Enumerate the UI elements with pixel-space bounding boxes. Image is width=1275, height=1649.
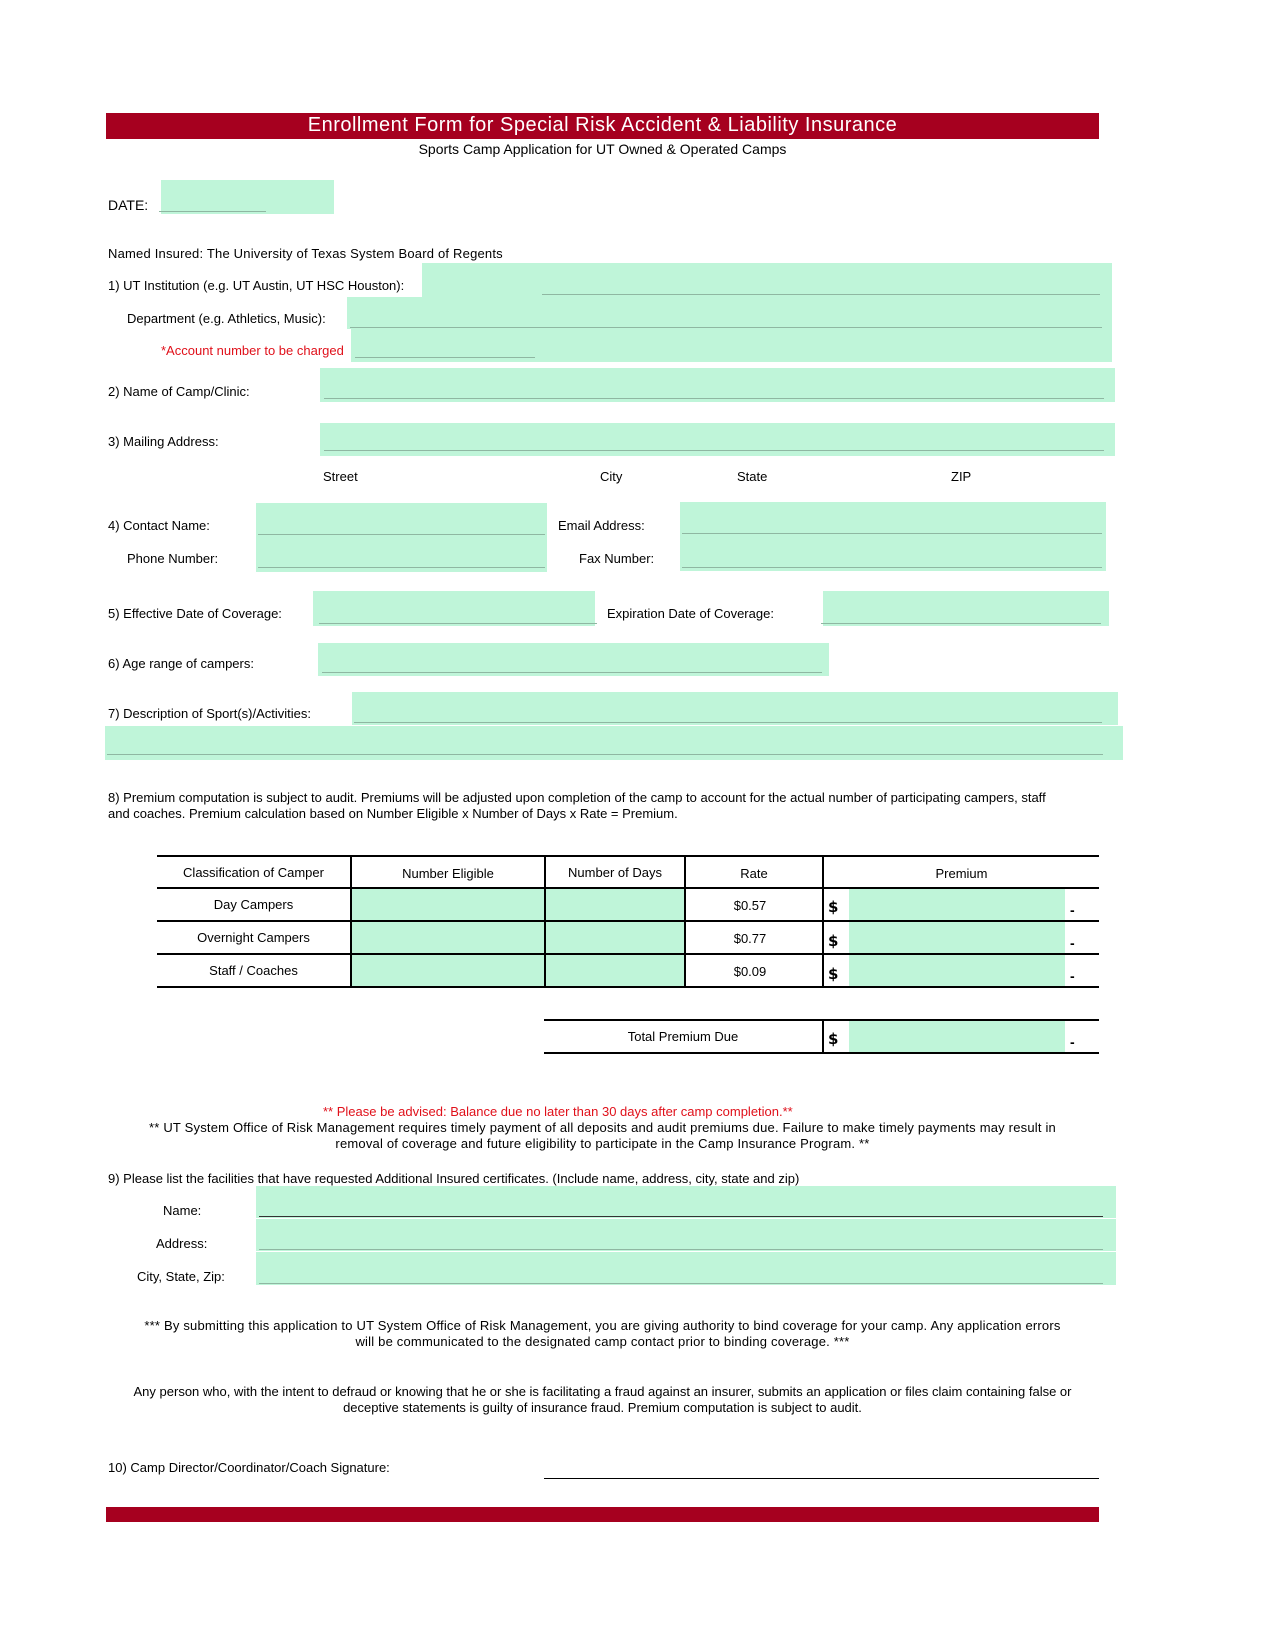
account-number-field[interactable] — [351, 329, 1112, 362]
overnight-campers-premium-field[interactable] — [849, 922, 1065, 953]
premium-note-line2: and coaches. Premium calculation based on Number Eligible x Number of Days x Rate = Premium. — [108, 806, 678, 821]
fraud-line1: Any person who, with the intent to defraud or knowing that he or she is facilitating a fraud against an insurer, submits an application or files claim containing false or — [133, 1384, 1072, 1399]
signature-line[interactable] — [544, 1478, 1099, 1479]
fax-field[interactable] — [680, 536, 1106, 571]
facility-name-field[interactable] — [256, 1186, 1116, 1218]
day-campers-premium-field[interactable] — [849, 889, 1065, 920]
header-classification: Classification of Camper — [183, 865, 324, 880]
facility-address-label: Address: — [156, 1236, 208, 1251]
effective-date-label: 5) Effective Date of Coverage: — [108, 606, 282, 621]
authority-line1: *** By submitting this application to UT System Office of Risk Management, you are giving authority to bind coverage for your camp. Any application errors — [144, 1318, 1061, 1333]
city-caption: City — [600, 469, 623, 484]
facility-name-label: Name: — [163, 1203, 202, 1218]
row-classification: Overnight Campers — [197, 930, 310, 945]
zip-caption: ZIP — [951, 469, 972, 484]
contact-name-field[interactable] — [256, 503, 547, 537]
overnight-campers-days-field[interactable] — [546, 922, 684, 953]
header-rate: Rate — [740, 866, 768, 881]
advisory-line1: ** UT System Office of Risk Management requires timely payment of all deposits and audit premiums due. Failure to make timely payments may result in — [149, 1120, 1056, 1135]
account-number-label: *Account number to be charged — [161, 343, 344, 358]
department-label: Department (e.g. Athletics, Music): — [127, 311, 326, 326]
premium-note-line1: 8) Premium computation is subject to audit. Premiums will be adjusted upon completion of the camp to account for the actual number of participating campers, staff — [108, 790, 1046, 805]
institution-label: 1) UT Institution (e.g. UT Austin, UT HSC Houston): — [108, 278, 405, 293]
row-rate: $0.57 — [733, 898, 767, 913]
age-range-field[interactable] — [318, 643, 829, 676]
header-premium: Premium — [935, 866, 988, 881]
row-premium-value: - — [1070, 902, 1075, 918]
currency-symbol: $ — [828, 1030, 839, 1048]
camp-name-field[interactable] — [320, 368, 1115, 402]
date-label: DATE: — [108, 197, 149, 213]
institution-field[interactable] — [422, 263, 1112, 297]
advisory-red-line: ** Please be advised: Balance due no later than 30 days after camp completion.** — [323, 1104, 793, 1119]
facility-city-state-zip-label: City, State, Zip: — [137, 1269, 225, 1284]
row-premium-value: - — [1070, 968, 1075, 984]
mailing-address-field[interactable] — [320, 423, 1115, 456]
street-caption: Street — [323, 469, 358, 484]
overnight-campers-eligible-field[interactable] — [352, 922, 544, 953]
header-number-eligible: Number Eligible — [402, 866, 494, 881]
sports-description-label: 7) Description of Sport(s)/Activities: — [108, 706, 312, 721]
row-classification: Day Campers — [213, 897, 294, 912]
signature-label: 10) Camp Director/Coordinator/Coach Signature: — [108, 1460, 390, 1475]
form-title: Enrollment Form for Special Risk Accident & Liability Insurance — [307, 114, 898, 136]
currency-symbol: $ — [828, 898, 839, 916]
day-campers-eligible-field[interactable] — [352, 889, 544, 920]
date-field[interactable] — [161, 180, 334, 214]
email-label: Email Address: — [558, 518, 645, 533]
header-banner — [106, 113, 1099, 139]
row-rate: $0.77 — [733, 931, 767, 946]
facility-address-field[interactable] — [256, 1219, 1116, 1251]
expiration-date-field[interactable] — [823, 591, 1109, 626]
phone-field[interactable] — [256, 537, 547, 572]
form-subtitle: Sports Camp Application for UT Owned & Operated Camps — [418, 141, 787, 157]
named-insured-text: Named Insured: The University of Texas System Board of Regents — [108, 246, 503, 261]
row-classification: Staff / Coaches — [209, 963, 298, 978]
total-premium-value: - — [1070, 1034, 1075, 1050]
department-field[interactable] — [347, 297, 1112, 329]
row-rate: $0.09 — [733, 964, 767, 979]
advisory-line2: removal of coverage and future eligibility to participate in the Camp Insurance Program. ** — [335, 1136, 870, 1151]
phone-label: Phone Number: — [127, 551, 219, 566]
footer-banner — [106, 1507, 1099, 1522]
total-premium-field[interactable] — [849, 1021, 1065, 1052]
email-field[interactable] — [680, 502, 1106, 536]
header-number-of-days: Number of Days — [568, 865, 662, 880]
row-premium-value: - — [1070, 935, 1075, 951]
facility-city-state-zip-field[interactable] — [256, 1252, 1116, 1285]
contact-name-label: 4) Contact Name: — [108, 518, 210, 533]
sports-description-field[interactable] — [352, 692, 1118, 725]
age-range-label: 6) Age range of campers: — [108, 656, 254, 671]
authority-line2: will be communicated to the designated camp contact prior to binding coverage. *** — [355, 1334, 850, 1349]
effective-date-field[interactable] — [313, 591, 595, 626]
state-caption: State — [737, 469, 768, 484]
total-divider — [822, 1019, 824, 1054]
total-premium-label: Total Premium Due — [627, 1029, 739, 1044]
day-campers-days-field[interactable] — [546, 889, 684, 920]
facilities-label: 9) Please list the facilities that have requested Additional Insured certificates. (Include name, address, city, state and zip) — [108, 1171, 800, 1186]
fraud-line2: deceptive statements is guilty of insurance fraud. Premium computation is subject to audit. — [343, 1400, 862, 1415]
sports-description-field-line2[interactable] — [105, 726, 1123, 760]
camp-name-label: 2) Name of Camp/Clinic: — [108, 384, 250, 399]
currency-symbol: $ — [828, 965, 839, 983]
staff-coaches-days-field[interactable] — [546, 955, 684, 986]
expiration-date-label: Expiration Date of Coverage: — [607, 606, 774, 621]
staff-coaches-premium-field[interactable] — [849, 955, 1065, 986]
currency-symbol: $ — [828, 932, 839, 950]
mailing-address-label: 3) Mailing Address: — [108, 434, 219, 449]
fax-label: Fax Number: — [579, 551, 655, 566]
staff-coaches-eligible-field[interactable] — [352, 955, 544, 986]
